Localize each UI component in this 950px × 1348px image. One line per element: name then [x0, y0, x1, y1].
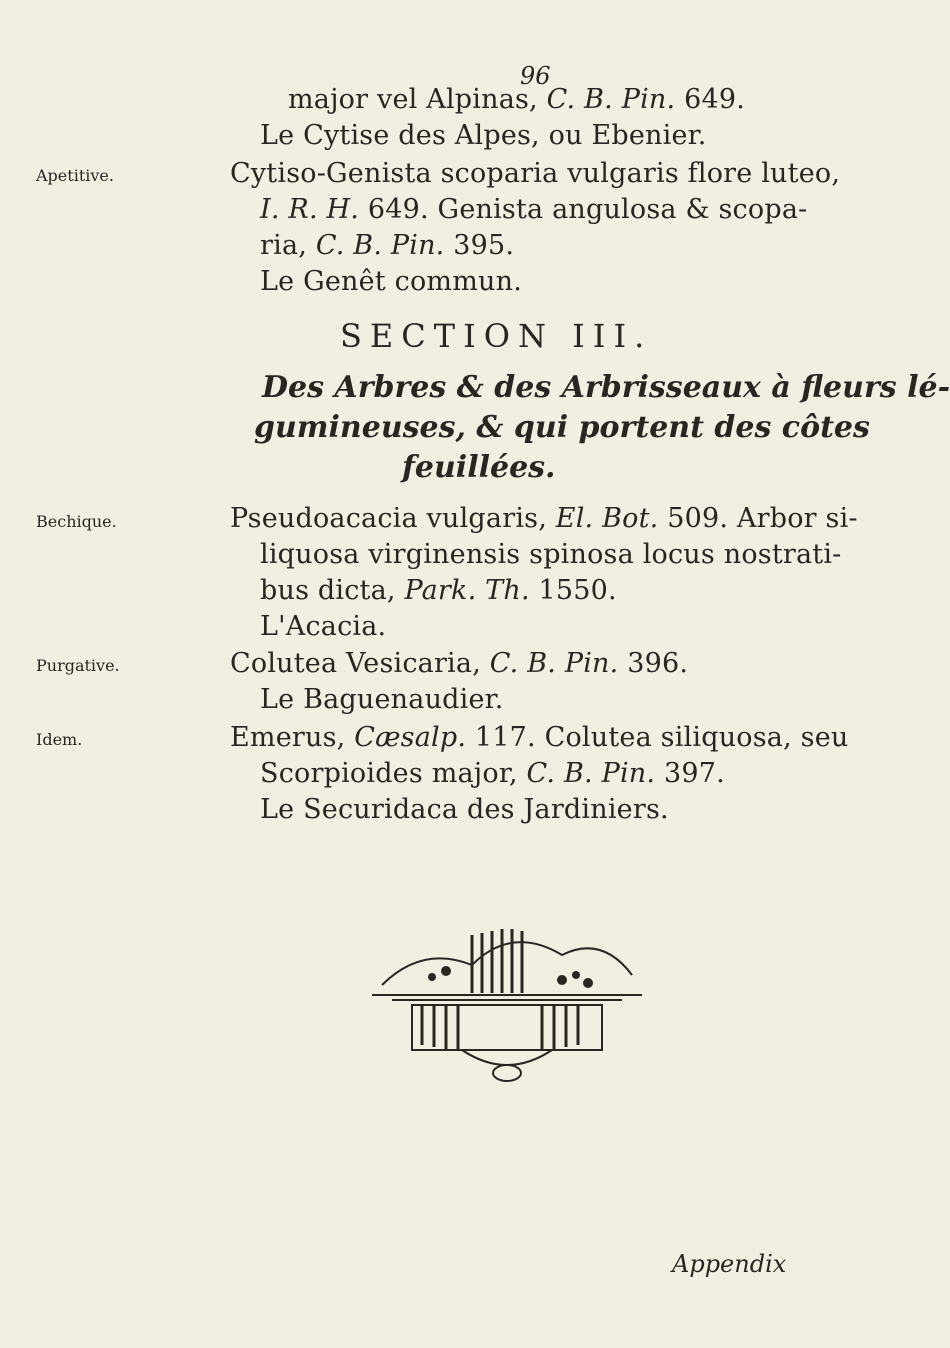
- line-segment: Colutea Vesicaria,: [230, 648, 490, 679]
- line-segment: 397.: [655, 758, 725, 789]
- line-segment: Emerus,: [230, 722, 355, 753]
- text-line: [260, 758, 725, 789]
- text-line: Cytiso-Genista scoparia vulgaris flore luteo,: [230, 158, 841, 189]
- common-name: Le Baguenaudier.: [260, 684, 504, 715]
- line-segment: 396.: [618, 648, 689, 679]
- text-line: [288, 84, 745, 115]
- text-line: [260, 230, 514, 261]
- citation: C. B. Pin.: [489, 648, 619, 679]
- text-line: [230, 648, 688, 679]
- margin-note: Idem.: [36, 730, 83, 749]
- section-subheading: feuillées.: [402, 450, 556, 485]
- margin-note: Purgative.: [36, 656, 120, 675]
- section-subheading: gumineuses, & qui portent des côtes: [254, 410, 870, 445]
- common-name: Le Cytise des Alpes, ou Ebenier.: [260, 120, 707, 151]
- text-line: [230, 503, 858, 534]
- citation: C. B. Pin.: [315, 230, 445, 261]
- line-segment: Scorpioides major,: [260, 758, 527, 789]
- line-segment: major vel Alpinas,: [288, 84, 547, 115]
- line-segment: 649. Genista angulosa & scopa-: [359, 194, 808, 225]
- margin-note: Bechique.: [36, 512, 117, 531]
- citation: El. Bot.: [555, 503, 659, 534]
- text-line: [260, 194, 807, 225]
- line-segment: 1550.: [529, 575, 617, 606]
- text-line: [260, 575, 617, 606]
- section-subheading: Des Arbres & des Arbrisseaux à fleurs lé-: [262, 370, 950, 405]
- citation: I. R. H.: [260, 194, 360, 225]
- common-name: Le Genêt commun.: [260, 266, 522, 297]
- line-segment: 649.: [675, 84, 745, 115]
- text-line: liquosa virginensis spinosa locus nostrati-: [260, 539, 842, 570]
- line-segment: bus dicta,: [260, 575, 405, 606]
- margin-note: Apetitive.: [36, 166, 114, 185]
- citation: C. B. Pin.: [526, 758, 656, 789]
- common-name: L'Acacia.: [260, 611, 387, 642]
- citation: C. B. Pin.: [546, 84, 676, 115]
- section-heading: SECTION III.: [340, 317, 653, 355]
- text-line: [230, 722, 849, 753]
- line-segment: Pseudoacacia vulgaris,: [230, 503, 556, 534]
- line-segment: 509. Arbor si-: [658, 503, 858, 534]
- line-segment: 395.: [444, 230, 515, 261]
- citation: Park. Th.: [404, 575, 530, 606]
- ornament-vignette-icon: [362, 905, 652, 1085]
- line-segment: ria,: [260, 230, 316, 261]
- page-number: 96: [520, 62, 551, 90]
- citation: Cæsalp.: [354, 722, 467, 753]
- line-segment: 117. Colutea siliquosa, seu: [466, 722, 849, 753]
- common-name: Le Securidaca des Jardiniers.: [260, 794, 669, 825]
- catchword: Appendix: [672, 1250, 787, 1278]
